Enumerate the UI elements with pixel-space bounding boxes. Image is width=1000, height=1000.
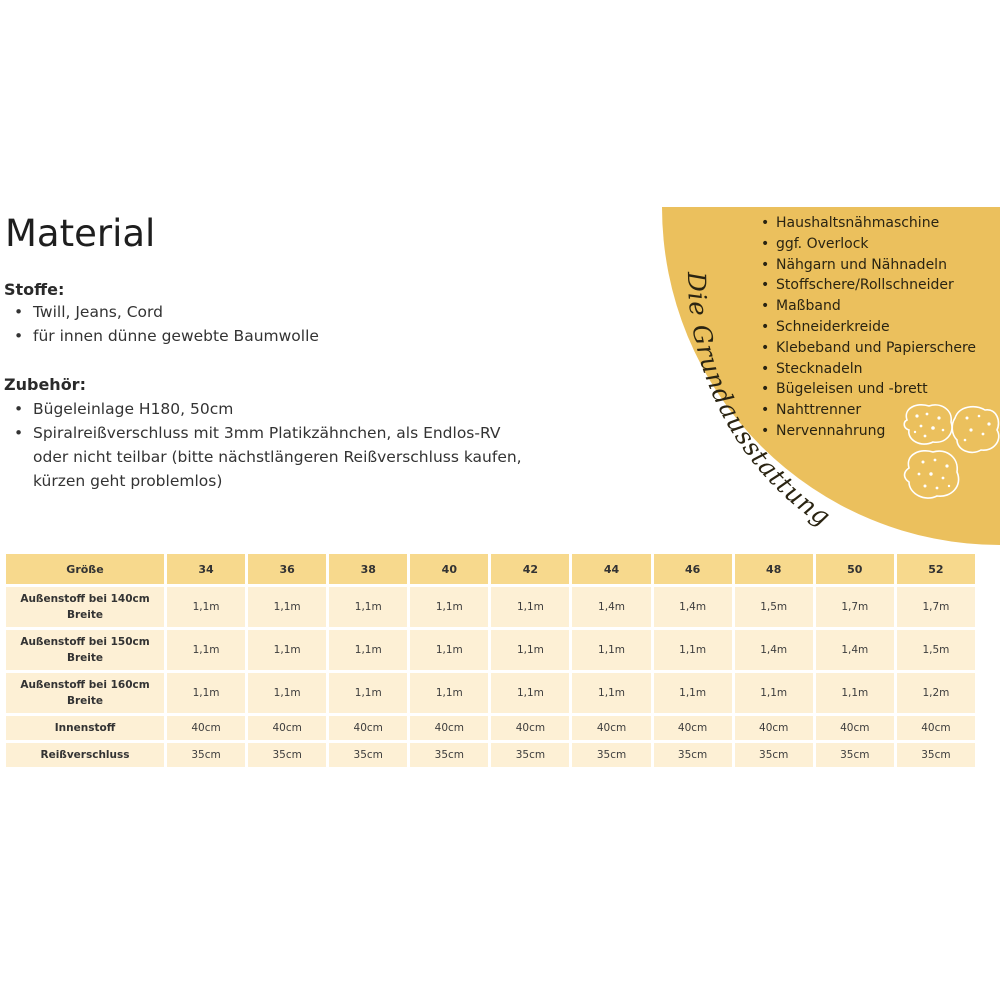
list-item bbox=[14, 421, 522, 493]
table-row bbox=[6, 673, 975, 713]
table-cell: 1,1m bbox=[491, 587, 569, 627]
fabrics-heading: Stoffe: bbox=[4, 280, 65, 299]
row-label-line: Außenstoff bei 140cm bbox=[20, 593, 150, 605]
table-cell: 1,4m bbox=[654, 587, 732, 627]
table-cell: 40cm bbox=[491, 716, 569, 740]
table-cell: 40cm bbox=[248, 716, 326, 740]
row-label bbox=[6, 716, 164, 740]
size-header-cell: 38 bbox=[329, 554, 407, 584]
table-cell: 1,2m bbox=[897, 673, 975, 713]
size-header-cell: 50 bbox=[816, 554, 894, 584]
list-item: • Stoffschere/Rollschneider bbox=[760, 275, 976, 296]
table-cell: 1,1m bbox=[572, 673, 650, 713]
table-row bbox=[6, 630, 975, 670]
table-row bbox=[6, 587, 975, 627]
size-header-cell: 34 bbox=[167, 554, 245, 584]
table-cell: 40cm bbox=[735, 716, 813, 740]
table-cell: 1,1m bbox=[654, 630, 732, 670]
table-cell: 1,4m bbox=[816, 630, 894, 670]
table-cell: 1,1m bbox=[329, 630, 407, 670]
size-header-cell: 52 bbox=[897, 554, 975, 584]
table-cell: 40cm bbox=[897, 716, 975, 740]
size-header-label: Größe bbox=[6, 554, 164, 584]
table-cell: 35cm bbox=[654, 743, 732, 767]
list-item: • Bügeleisen und -brett bbox=[760, 379, 976, 400]
table-header-row bbox=[6, 554, 975, 584]
accessories-list bbox=[14, 397, 522, 493]
table-cell: 35cm bbox=[248, 743, 326, 767]
table-cell: 1,1m bbox=[248, 673, 326, 713]
table-cell: 1,1m bbox=[329, 673, 407, 713]
basic-equipment-label-text: Die Grundausstattung bbox=[681, 271, 837, 532]
basic-equipment-list bbox=[760, 213, 976, 442]
table-cell: 35cm bbox=[329, 743, 407, 767]
row-label bbox=[6, 630, 164, 670]
table-cell: 35cm bbox=[897, 743, 975, 767]
table-cell: 1,1m bbox=[491, 673, 569, 713]
row-label bbox=[6, 673, 164, 713]
list-item-line: kürzen geht problemlos) bbox=[33, 472, 223, 490]
size-header-cell: 42 bbox=[491, 554, 569, 584]
list-item: • Haushaltsnähmaschine bbox=[760, 213, 976, 234]
size-header-cell: 40 bbox=[410, 554, 488, 584]
table-cell: 1,1m bbox=[167, 587, 245, 627]
table-cell: 35cm bbox=[410, 743, 488, 767]
row-label bbox=[6, 587, 164, 627]
table-cell: 40cm bbox=[816, 716, 894, 740]
table-cell: 1,1m bbox=[248, 587, 326, 627]
size-header-cell: 48 bbox=[735, 554, 813, 584]
table-cell: 1,4m bbox=[735, 630, 813, 670]
table-cell: 35cm bbox=[816, 743, 894, 767]
row-label-line: Innenstoff bbox=[54, 722, 116, 734]
list-item: • Twill, Jeans, Cord bbox=[14, 300, 319, 324]
list-item: • ggf. Overlock bbox=[760, 234, 976, 255]
table-cell: 1,1m bbox=[167, 673, 245, 713]
list-item-line: • Bügeleinlage H180, 50cm bbox=[33, 400, 234, 418]
table-cell: 1,7m bbox=[897, 587, 975, 627]
table-cell: 1,1m bbox=[329, 587, 407, 627]
list-item: • Schneiderkreide bbox=[760, 317, 976, 338]
table-cell: 1,4m bbox=[572, 587, 650, 627]
table-cell: 1,1m bbox=[572, 630, 650, 670]
row-label-line: Breite bbox=[66, 695, 104, 707]
list-item: • Maßband bbox=[760, 296, 976, 317]
table-cell: 1,5m bbox=[897, 630, 975, 670]
row-label-line: Breite bbox=[66, 652, 104, 664]
table-cell: 40cm bbox=[410, 716, 488, 740]
list-item: • Stecknadeln bbox=[760, 359, 976, 380]
row-label-line: Außenstoff bei 150cm bbox=[20, 636, 150, 648]
page-title: Material bbox=[5, 212, 156, 255]
table-cell: 1,1m bbox=[167, 630, 245, 670]
table-cell: 1,1m bbox=[410, 630, 488, 670]
row-label bbox=[6, 743, 164, 767]
table-cell: 1,1m bbox=[410, 587, 488, 627]
list-item-line: • Spiralreißverschluss mit 3mm Platikzähnchen, als Endlos-RV bbox=[33, 424, 501, 442]
table-cell: 1,1m bbox=[654, 673, 732, 713]
list-item-line: oder nicht teilbar (bitte nächstlängeren Reißverschluss kaufen, bbox=[33, 448, 522, 466]
table-row bbox=[6, 743, 975, 767]
list-item: • Klebeband und Papierschere bbox=[760, 338, 976, 359]
table-cell: 1,1m bbox=[735, 673, 813, 713]
row-label-line: Außenstoff bei 160cm bbox=[20, 679, 150, 691]
table-cell: 1,1m bbox=[410, 673, 488, 713]
row-label-line: Reißverschluss bbox=[40, 749, 130, 761]
table-cell: 40cm bbox=[329, 716, 407, 740]
table-cell: 1,1m bbox=[816, 673, 894, 713]
size-table bbox=[3, 551, 978, 770]
table-cell: 35cm bbox=[167, 743, 245, 767]
list-item: • Nähgarn und Nähnadeln bbox=[760, 255, 976, 276]
table-cell: 1,1m bbox=[491, 630, 569, 670]
list-item: • Nahttrenner bbox=[760, 400, 976, 421]
size-header-cell: 44 bbox=[572, 554, 650, 584]
table-cell: 40cm bbox=[654, 716, 732, 740]
table-cell: 1,7m bbox=[816, 587, 894, 627]
table-cell: 40cm bbox=[167, 716, 245, 740]
table-cell: 1,5m bbox=[735, 587, 813, 627]
list-item: • Nervennahrung bbox=[760, 421, 976, 442]
table-cell: 35cm bbox=[735, 743, 813, 767]
table-cell: 35cm bbox=[572, 743, 650, 767]
row-label-line: Breite bbox=[66, 609, 104, 621]
table-cell: 35cm bbox=[491, 743, 569, 767]
table-row bbox=[6, 716, 975, 740]
size-header-cell: 36 bbox=[248, 554, 326, 584]
fabrics-list bbox=[14, 300, 319, 348]
accessories-heading: Zubehör: bbox=[4, 375, 86, 394]
list-item bbox=[14, 397, 522, 421]
table-cell: 1,1m bbox=[248, 630, 326, 670]
table-cell: 40cm bbox=[572, 716, 650, 740]
list-item: • für innen dünne gewebte Baumwolle bbox=[14, 324, 319, 348]
size-header-cell: 46 bbox=[654, 554, 732, 584]
